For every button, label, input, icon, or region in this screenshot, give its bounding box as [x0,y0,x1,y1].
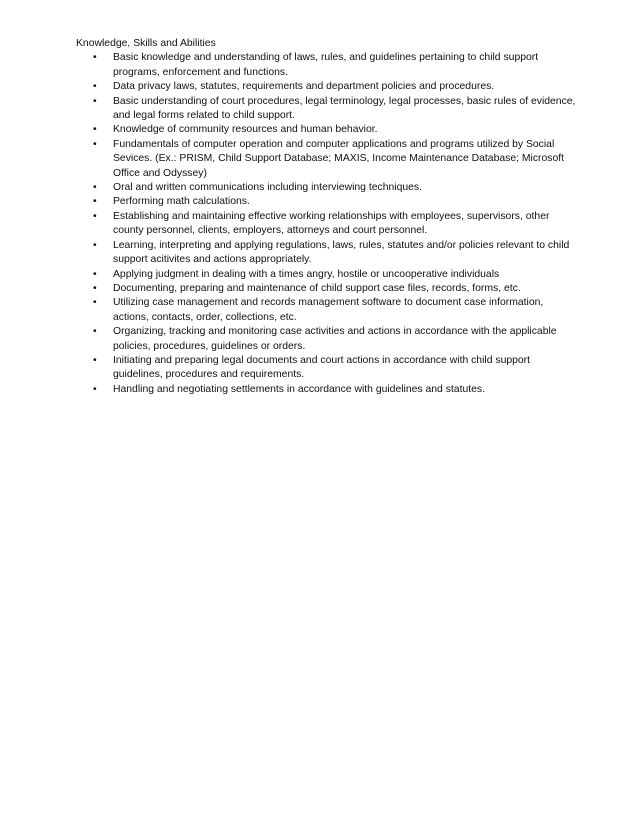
bullet-icon: • [93,138,97,150]
list-item [76,239,576,268]
bullet-icon: • [93,239,97,251]
list-item-text: Knowledge of community resources and human behavior. [113,124,378,136]
list-item-text: Data privacy laws, statutes, requirements and department policies and procedures. [113,81,495,93]
bullet-icon: • [93,95,97,107]
list-item [76,296,576,325]
bullet-icon: • [93,52,97,64]
bullet-icon: • [93,268,97,280]
list-item-text: Learning, interpreting and applying regulations, laws, rules, statutes and/or policies relevant to child support acitivites and actions appropriately. [113,239,570,266]
bullet-icon: • [93,282,97,294]
list-item [76,325,576,354]
document-page [76,37,576,397]
bullet-icon: • [93,124,97,136]
list-item [76,95,576,124]
list-item-text: Handling and negotiating settlements in accordance with guidelines and statutes. [113,383,485,395]
bullet-icon: • [93,297,97,309]
list-item [76,354,576,383]
bullet-icon: • [93,354,97,366]
list-item [76,123,576,137]
list-item-text: Basic understanding of court procedures, legal terminology, legal processes, basic rules of evidence, and legal forms related to child support. [113,95,576,122]
bullet-icon: • [93,383,97,395]
list-item [76,181,576,195]
list-item [76,383,576,397]
bullet-list [76,51,576,397]
list-item [76,282,576,296]
list-item-text: Applying judgment in dealing with a times angry, hostile or uncooperative individuals [113,268,500,280]
list-item-text: Utilizing case management and records management software to document case information, actions, contacts, order, collections, etc. [113,297,544,323]
list-item-text: Documenting, preparing and maintenance of child support case files, records, forms, etc. [113,282,521,294]
list-item-text: Organizing, tracking and monitoring case activities and actions in accordance with the applicable policies, procedures, guidelines or orders. [113,326,557,352]
list-item-text: Oral and written communications including interviewing techniques. [113,182,422,194]
bullet-icon: • [93,326,97,338]
bullet-icon: • [93,182,97,194]
list-item-text: Fundamentals of computer operation and computer applications and programs utilized by Social Sevices. (Ex.: PRISM, Child Support Database; MAXIS, Income Maintenance Database; Microsoft Office and Odyssey) [113,138,565,179]
list-item [76,80,576,94]
bullet-icon: • [93,210,97,222]
list-item-text: Establishing and maintaining effective working relationships with employees, supervisors, other county personnel, clients, employers, attorneys and court personnel. [113,210,550,237]
list-item [76,138,576,181]
list-item [76,268,576,282]
list-item [76,51,576,80]
list-item-text: Initiating and preparing legal documents and court actions in accordance with child support guidelines, procedures and requirements. [113,354,531,381]
list-item-text: Basic knowledge and understanding of laws, rules, and guidelines pertaining to child support programs, enforcement and functions. [113,52,539,78]
section-heading: Knowledge, Skills and Abilities [76,38,216,49]
list-item-text: Performing math calculations. [113,196,250,208]
list-item [76,210,576,239]
bullet-icon: • [93,81,97,93]
list-item [76,195,576,209]
bullet-icon: • [93,196,97,208]
